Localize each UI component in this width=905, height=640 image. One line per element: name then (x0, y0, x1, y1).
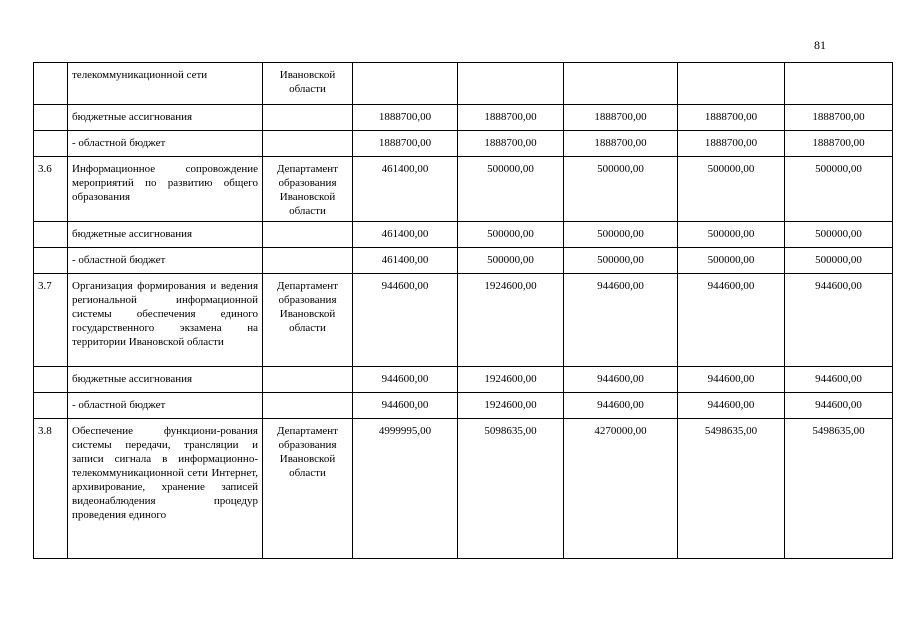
amount-year-2: 500000,00 (458, 222, 564, 248)
amount-year-5: 500000,00 (785, 222, 893, 248)
amount-year-4: 500000,00 (678, 222, 785, 248)
table-row (34, 157, 893, 222)
amount-year-3: 500000,00 (564, 157, 678, 222)
amount-year-2: 1888700,00 (458, 105, 564, 131)
amount-year-2: 1924600,00 (458, 274, 564, 367)
activity-description: Обеспечение функциони-рования системы передачи, трансляции и записи сигнала в информационно-телекоммуникационной сети Интернет, архивирование, хранение записей видеонаблюдения процедур проведения единого (68, 419, 263, 559)
amount-year-5 (785, 63, 893, 105)
budget-table (33, 62, 893, 559)
amount-year-5: 944600,00 (785, 367, 893, 393)
amount-year-1: 461400,00 (353, 248, 458, 274)
amount-year-1: 4999995,00 (353, 419, 458, 559)
amount-year-3: 500000,00 (564, 248, 678, 274)
amount-year-4: 1888700,00 (678, 131, 785, 157)
row-number (34, 248, 68, 274)
amount-year-1: 1888700,00 (353, 105, 458, 131)
activity-description: - областной бюджет (68, 393, 263, 419)
amount-year-4: 1888700,00 (678, 105, 785, 131)
row-number: 3.8 (34, 419, 68, 559)
amount-year-2: 500000,00 (458, 248, 564, 274)
table-row (34, 419, 893, 559)
amount-year-5: 5498635,00 (785, 419, 893, 559)
amount-year-4: 944600,00 (678, 367, 785, 393)
amount-year-5: 500000,00 (785, 157, 893, 222)
table-row (34, 105, 893, 131)
executor (263, 222, 353, 248)
amount-year-2: 1924600,00 (458, 393, 564, 419)
executor: Департамент образования Ивановской области (263, 157, 353, 222)
executor: Департамент образования Ивановской области (263, 419, 353, 559)
row-number (34, 131, 68, 157)
amount-year-1: 944600,00 (353, 367, 458, 393)
row-number (34, 393, 68, 419)
amount-year-3: 944600,00 (564, 393, 678, 419)
amount-year-1: 944600,00 (353, 393, 458, 419)
table-row (34, 248, 893, 274)
table-row (34, 367, 893, 393)
amount-year-4: 944600,00 (678, 393, 785, 419)
activity-description: - областной бюджет (68, 131, 263, 157)
amount-year-1 (353, 63, 458, 105)
table-row (34, 222, 893, 248)
amount-year-2: 1924600,00 (458, 367, 564, 393)
table-row (34, 393, 893, 419)
activity-description: бюджетные ассигнования (68, 105, 263, 131)
amount-year-3: 1888700,00 (564, 131, 678, 157)
amount-year-5: 944600,00 (785, 393, 893, 419)
amount-year-5: 944600,00 (785, 274, 893, 367)
activity-description: - областной бюджет (68, 248, 263, 274)
amount-year-4: 500000,00 (678, 248, 785, 274)
row-number (34, 63, 68, 105)
amount-year-3 (564, 63, 678, 105)
row-number (34, 105, 68, 131)
executor (263, 393, 353, 419)
executor: Ивановской области (263, 63, 353, 105)
activity-description: бюджетные ассигнования (68, 222, 263, 248)
amount-year-2: 5098635,00 (458, 419, 564, 559)
page-number: 81 (814, 38, 826, 52)
amount-year-3: 1888700,00 (564, 105, 678, 131)
amount-year-5: 1888700,00 (785, 131, 893, 157)
row-number (34, 222, 68, 248)
amount-year-4 (678, 63, 785, 105)
amount-year-5: 1888700,00 (785, 105, 893, 131)
executor (263, 367, 353, 393)
activity-description: телекоммуникационной сети (68, 63, 263, 105)
amount-year-1: 1888700,00 (353, 131, 458, 157)
table-row (34, 274, 893, 367)
amount-year-1: 461400,00 (353, 157, 458, 222)
activity-description: бюджетные ассигнования (68, 367, 263, 393)
executor (263, 105, 353, 131)
amount-year-4: 944600,00 (678, 274, 785, 367)
executor (263, 248, 353, 274)
amount-year-3: 500000,00 (564, 222, 678, 248)
amount-year-2: 500000,00 (458, 157, 564, 222)
executor (263, 131, 353, 157)
activity-description: Организация формирования и ведения региональной информационной системы обеспечения единого государственного экзамена на территории Ивановской области (68, 274, 263, 367)
amount-year-2 (458, 63, 564, 105)
activity-description: Информационное сопровождение мероприятий по развитию общего образования (68, 157, 263, 222)
row-number: 3.7 (34, 274, 68, 367)
amount-year-4: 500000,00 (678, 157, 785, 222)
amount-year-2: 1888700,00 (458, 131, 564, 157)
amount-year-1: 461400,00 (353, 222, 458, 248)
row-number: 3.6 (34, 157, 68, 222)
amount-year-3: 944600,00 (564, 274, 678, 367)
amount-year-3: 944600,00 (564, 367, 678, 393)
row-number (34, 367, 68, 393)
table-body (34, 63, 893, 559)
amount-year-3: 4270000,00 (564, 419, 678, 559)
amount-year-4: 5498635,00 (678, 419, 785, 559)
executor: Департамент образования Ивановской области (263, 274, 353, 367)
amount-year-1: 944600,00 (353, 274, 458, 367)
table-row (34, 131, 893, 157)
table-row (34, 63, 893, 105)
amount-year-5: 500000,00 (785, 248, 893, 274)
